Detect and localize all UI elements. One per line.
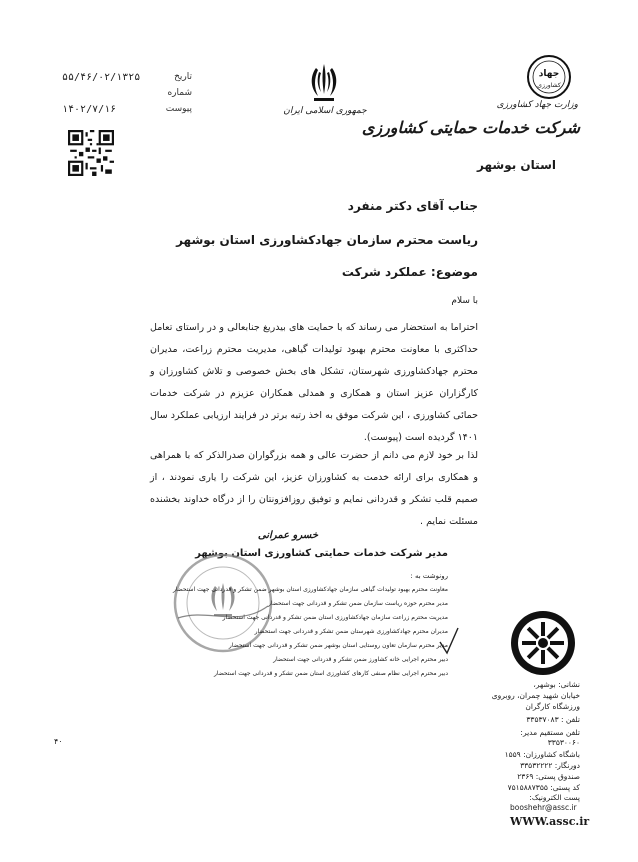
- jahad-logo-icon: [524, 54, 574, 100]
- cc-item: دبیر محترم اجرایی خانه کشاورز ضمن تشکر و قدردانی جهت استحضار: [273, 656, 448, 663]
- paragraph-1: احتراما به استحضار می رساند که با حمایت های بیدریغ جنابعالی و در راستای تعامل حداکثری با معاونت محترم بهبود تولیدات گیاهی، مدیریت محترم زراعت، مدیران محترم جهادکشاورزی شهرستان، تشکل های بخش خصوصی و تلاش کشاورزان و کارگزاران عزیز استان و همکاری و همدلی همکاران عزیزم در شرکت خدمات حمائی کشاورزی ، این شرکت موفق به اخذ رتبه برتر در فرایند ارزیابی عملکرد سال ۱۴۰۱ گردیده است (پیوست).: [150, 322, 478, 443]
- subject: موضوع: عملکرد شرکت: [341, 265, 478, 279]
- contact-address-line2: ورزشگاه کارگران: [525, 702, 580, 711]
- logo-sub: کشاورزی: [537, 82, 561, 89]
- website-link[interactable]: WWW.assc.ir: [510, 815, 590, 828]
- checkmark-icon: [438, 626, 460, 656]
- contact-fax: دورنگار: ۳۳۵۳۲۲۲۲: [520, 761, 580, 770]
- recipient-title: ریاست محترم سازمان جهادکشاورزی استان بوشهر: [176, 233, 478, 247]
- cc-item: دبیر محترم اجرایی نظام صنفی کارهای کشاورزی استان ضمن تشکر و قدردانی جهت استحضار: [214, 670, 448, 677]
- meta-number: [62, 88, 192, 98]
- date-label: تاریخ: [174, 72, 192, 82]
- company-logo-icon: [508, 608, 578, 678]
- province-name: استان بوشهر: [477, 158, 556, 172]
- meta-date: [62, 72, 192, 83]
- number-label: شماره: [167, 88, 192, 98]
- iran-emblem-icon: [306, 62, 342, 106]
- logo-word: جهاد: [538, 69, 560, 79]
- cc-title: رونوشت به :: [410, 572, 448, 580]
- attachment-label: پیوست: [165, 104, 192, 114]
- contact-address-line1: خیابان شهید چمران، روبروی: [491, 691, 580, 700]
- paragraph-2: لذا بر خود لازم می دانم از حضرت عالی و همه بزرگواران صدرالذکر که با همراهی و همکاری برای ارائه خدمت به کشاورزان عزیز، این شرکت را یاری نمودند ، از صمیم قلب تشکر و قدردانی نمایم و توفیق روزافزونتان را از درگاه خداوند بخشنده مسئلت نمایم .: [150, 450, 478, 527]
- contact-pobox: صندوق پستی: ۲۳۶۹: [517, 772, 580, 781]
- ministry-name: وزارت جهاد کشاورزی: [496, 100, 578, 110]
- attachment-value: ۱۴۰۲/۷/۱۶: [62, 104, 117, 115]
- contact-phone: تلفن : ۳۳۵۳۷۰۸۳: [526, 715, 580, 724]
- company-name: شرکت خدمات حمایتی کشاورزی: [361, 118, 580, 137]
- contact-direct-phone: ۳۳۵۳۰۰۶۰: [547, 738, 580, 747]
- contact-email-label: پست الکترونیک:: [529, 793, 580, 802]
- qr-code-icon: [68, 130, 114, 176]
- meta-attachment: [62, 104, 192, 115]
- cc-item: مدیر محترم حوزه ریاست سازمان ضمن تشکر و قدردانی جهت استحضار: [268, 600, 448, 607]
- contact-email[interactable]: booshehr@assc.ir: [510, 803, 577, 812]
- contact-postcode: کد پستی: ۷۵۱۵۸۸۷۳۵۵: [507, 783, 580, 792]
- cc-item: مدیریت محترم زراعت سازمان جهادکشاورزی استان ضمن تشکر و قدردانی جهت استحضار: [222, 614, 448, 621]
- contact-address-label: نشانی: بوشهر،: [533, 680, 580, 689]
- contact-call-center: باشگاه کشاورزان: ۱۵۵۹: [504, 750, 580, 759]
- emblem-caption: جمهوری اسلامی ایران: [283, 106, 367, 116]
- cc-item: معاونت محترم بهبود تولیدات گیاهی سازمان جهادکشاورزی استان بوشهر ضمن تشکر و قدردانی جهت استحضار: [172, 586, 448, 593]
- signatory-title: مدیر شرکت خدمات حمایتی کشاورزی استان بوشهر: [195, 548, 448, 559]
- recipient: جناب آقای دکتر منفرد: [347, 199, 478, 213]
- signatory-name: خسرو عمرانی: [257, 530, 318, 541]
- cc-item: مدیران محترم جهادکشاورزی شهرستان ضمن تشکر و قدردانی جهت استحضار: [254, 628, 448, 635]
- cc-item: مدیر محترم سازمان تعاون روستایی استان بوشهر ضمن تشکر و قدردانی جهت استحضار: [228, 642, 448, 649]
- page-number: ۴۰: [54, 737, 63, 746]
- greeting: با سلام: [451, 296, 478, 306]
- date-value: ۵۵/۴۶/۰۲/۱۳۲۵: [62, 72, 141, 83]
- contact-direct-phone-label: تلفن مستقیم مدیر:: [520, 728, 580, 737]
